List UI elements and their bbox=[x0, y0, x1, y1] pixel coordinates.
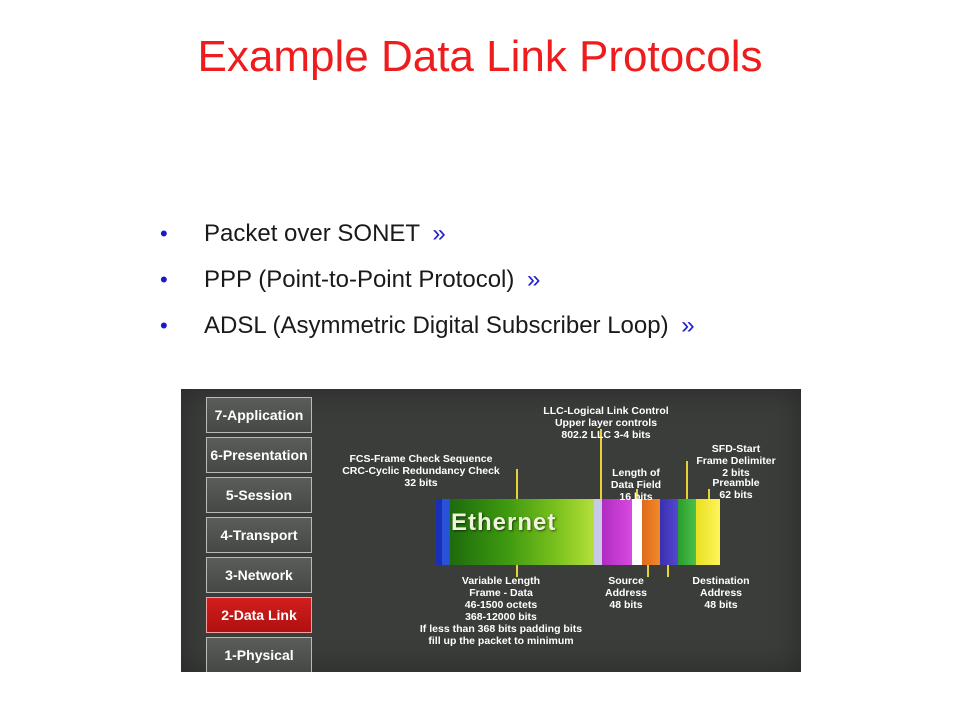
preamble-annotation: Preamble 62 bits bbox=[712, 477, 760, 501]
ethernet-label: Ethernet bbox=[451, 509, 557, 536]
bullet-dot-icon: • bbox=[160, 221, 168, 246]
source-annotation: Source Address 48 bits bbox=[604, 575, 647, 611]
frame-fcs-segment-2 bbox=[442, 499, 450, 565]
llc-annotation: LLC-Logical Link Control Upper layer controls 802.2 LLC 3-4 bits bbox=[543, 405, 669, 441]
frame-preamble-segment bbox=[696, 499, 720, 565]
bullet-text: PPP (Point-to-Point Protocol) bbox=[204, 266, 515, 293]
frame-llc-segment bbox=[594, 499, 602, 565]
variable-annotation: Variable Length Frame - Data 46-1500 octets 368-12000 bits If less than 368 bits padding bits fill up the packet to minimum bbox=[419, 575, 583, 647]
ethernet-frame-figure bbox=[181, 389, 801, 672]
bullet-link[interactable]: » bbox=[681, 312, 695, 339]
bullet-text: ADSL (Asymmetric Digital Subscriber Loop) bbox=[204, 312, 669, 339]
osi-layer: 6-Presentation bbox=[206, 437, 312, 473]
destination-annotation: Destination Address 48 bits bbox=[692, 575, 750, 611]
osi-layer: 7-Application bbox=[206, 397, 312, 433]
osi-layer: 3-Network bbox=[206, 557, 312, 593]
bullet-item bbox=[160, 264, 695, 310]
bullet-link[interactable]: » bbox=[432, 220, 446, 247]
frame-separator bbox=[632, 499, 642, 565]
bullet-text: Packet over SONET bbox=[204, 220, 420, 247]
bullet-dot-icon: • bbox=[160, 267, 168, 292]
bullet-list bbox=[160, 218, 695, 356]
bullet-item bbox=[160, 218, 695, 264]
bullet-link[interactable]: » bbox=[527, 266, 541, 293]
osi-layer: 4-Transport bbox=[206, 517, 312, 553]
bullet-item bbox=[160, 310, 695, 356]
osi-layer: 5-Session bbox=[206, 477, 312, 513]
fcs-annotation: FCS-Frame Check Sequence CRC-Cyclic Redundancy Check 32 bits bbox=[342, 453, 500, 489]
bullet-dot-icon: • bbox=[160, 313, 168, 338]
frame-source-segment bbox=[642, 499, 660, 565]
sfd-annotation: SFD-Start Frame Delimiter 2 bits bbox=[696, 443, 776, 479]
osi-layer-active: 2-Data Link bbox=[206, 597, 312, 633]
osi-layer: 1-Physical bbox=[206, 637, 312, 672]
frame-length-segment bbox=[602, 499, 632, 565]
slide-title: Example Data Link Protocols bbox=[197, 32, 763, 81]
frame-sfd-segment bbox=[678, 499, 696, 565]
destination-leader-line bbox=[667, 565, 669, 577]
frame-destination-segment bbox=[660, 499, 678, 565]
length-annotation: Length of Data Field 16 bits bbox=[610, 467, 662, 503]
